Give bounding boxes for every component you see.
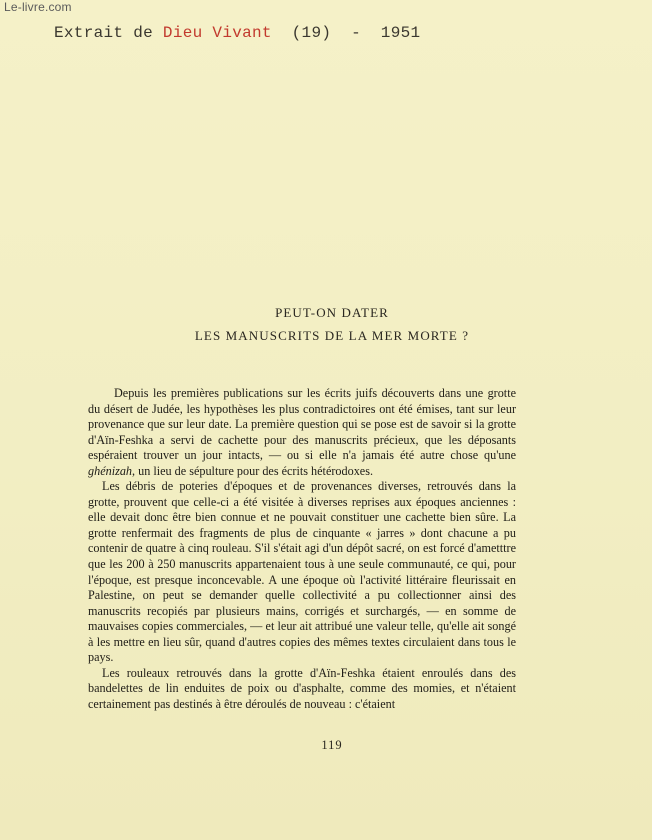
article-title-line-2: LES MANUSCRITS DE LA MER MORTE ? (194, 328, 470, 343)
watermark: Le-livre.com (4, 0, 72, 14)
paragraph-1-text-b: , un lieu de sépulture pour des écrits hétérodoxes. (132, 463, 373, 478)
paragraph-1-emphasis: ghénizah (88, 463, 133, 478)
header-source: Dieu Vivant (162, 24, 272, 42)
article-title-line-1: PEUT-ON DATER (275, 305, 389, 320)
paragraph-2: Les débris de poteries d'époques et de provenances diverses, retrouvés dans la grotte, prouvent que celle-ci a été visitée à diverses reprises aux époques anciennes : elle devait donc être bien connue et ne pouvait constituer une cachette bien sûre. La grotte renfermait des fragments de plus de cinquante « jarres » dont chacune a pu contenir de quatre à cinq rouleau. S'il s'était agi d'un dépôt sacré, on est forcé d'ametttre que les 200 à 250 manuscrits appartenaient tous à une seule communauté, ce qui, pour l'époque, est presque inconcevable. A une époque où l'activité littéraire fleurissait en Palestine, on peut se demander quelle collectivité a pu collectionner ainsi des manuscrits recopiés par plusieurs mains, corrigés et surchargés, — en somme de mauvaises copies commerciales, — et leur ait attribué une valeur telle, qu'elle ait songé à les mettre en lieu sûr, quand d'autres copies des mêmes textes circulaient dans tous le pays. (88, 479, 516, 665)
article-body (88, 386, 516, 712)
paragraph-1-text-a: Depuis les premières publications sur les écrits juifs découverts dans une grotte du désert de Judée, les hypothèses les plus contradictoires ont été émises, tant sur leur provenance que sur leur date. La première question qui se pose est de savoir si la grotte d'Aïn-Feshka a servi de cachette pour des manuscrits précieux, que les déposants espéraient trouver un jour intacts, — ou si elle n'a jamais été autre chose qu'une (88, 386, 516, 463)
header-issue: (19) (291, 24, 332, 42)
paragraph-3: Les rouleaux retrouvés dans la grotte d'Aïn-Feshka étaient enroulés dans des bandelettes de lin enduites de poix ou d'asphalte, comme des momies, et n'étaient certainement pas destinés à être déroulés de nouveau : c'étaient (88, 665, 516, 711)
header-year: 1951 (380, 24, 421, 42)
header-prefix: Extrait de (54, 24, 154, 42)
page-number: 119 (321, 738, 343, 752)
header-dash: - (351, 24, 361, 42)
source-header (54, 24, 420, 42)
paragraph-1 (88, 386, 516, 479)
